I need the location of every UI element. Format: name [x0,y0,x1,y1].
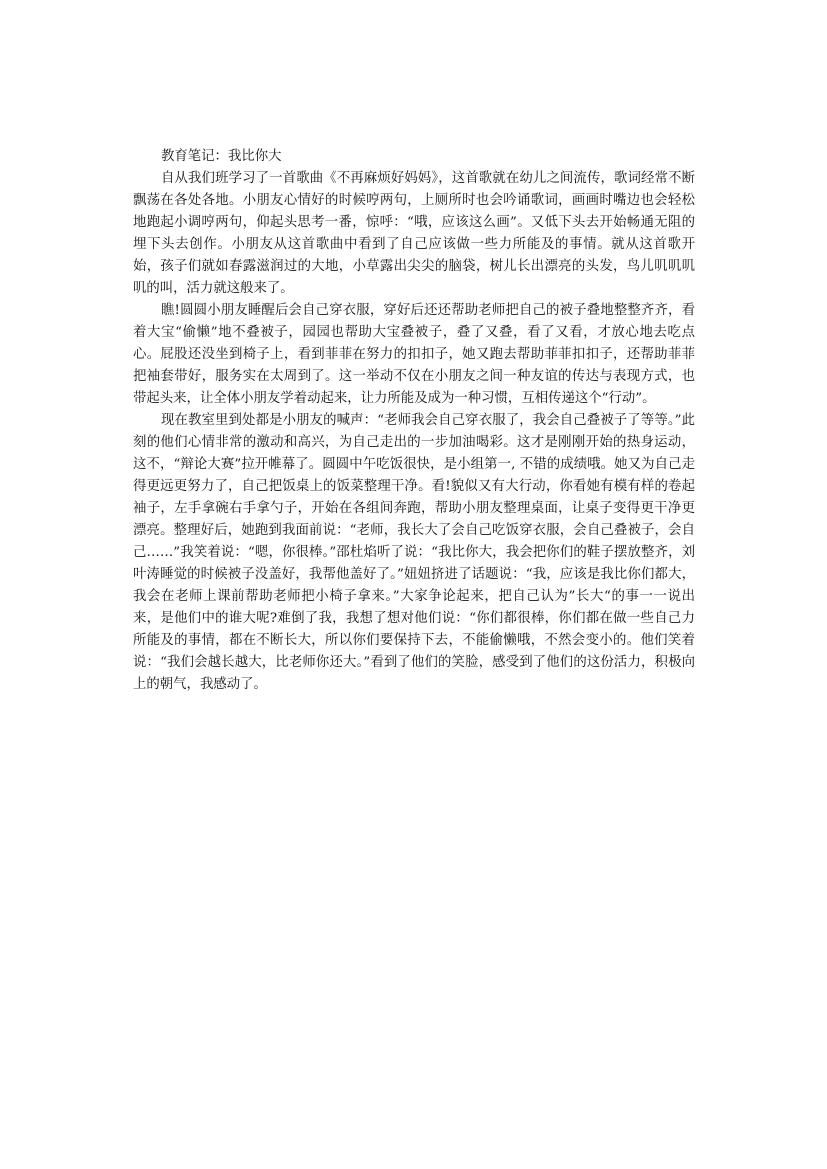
paragraph-song: 自从我们班学习了一首歌曲《不再麻烦好妈妈》，这首歌就在幼儿之间流传，歌词经常不断飘荡在各处各地。小朋友心情好的时候哼两句，上厕所时也会吟诵歌词，画画时嘴边也会轻松地跑起小调哼两句，仰起头思考一番，惊呼：“哦，应该这么画”。又低下头去开始畅通无阻的埋下头去创作。小朋友从这首歌曲中看到了自己应该做一些力所能及的事情。就从这首歌开始，孩子们就如春露滋润过的大地，小草露出尖尖的脑袋，树儿长出漂亮的头发，鸟儿叽叽叽叽的叫，活力就这般来了。 [133,171,695,296]
paragraph-yuanyuan: 瞧!圆圆小朋友睡醒后会自己穿衣服，穿好后还还帮助老师把自己的被子叠地整整齐齐，看着大宝“偷懒”地不叠被子，园园也帮助大宝叠被子，叠了又叠，看了又看，才放心地去吃点心。屁股还没坐到椅子上，看到菲菲在努力的扣扣子，她又跑去帮助菲菲扣扣子，还帮助菲菲把袖套带好，服务实在太周到了。这一举动不仅在小朋友之间一种友谊的传达与表现方式，也带起头来，让全体小朋友学着动起来，让力所能及成为一种习惯，互相传递这个“行动”。 [133,303,695,406]
document-body [133,146,695,696]
document-title: 教育笔记：我比你大 [161,149,282,164]
paragraph-classroom: 现在教室里到处都是小朋友的喊声：“老师我会自己穿衣服了，我会自己叠被子了等等。”此刻的他们心情非常的激动和高兴，为自己走出的一步加油喝彩。这才是刚刚开始的热身运动，这不，“辩论大赛”拉开帷幕了。圆圆中午吃饭很快，是小组第一, 不错的成绩哦。她又为自己走得更远更努力了，自己把饭桌上的饭菜整理干净。看!貌似又有大行动，你看她有模有样的卷起袖子，左手拿碗右手拿勺子，开始在各组间奔跑，帮助小朋友整理桌面，让桌子变得更干净更漂亮。整理好后，她跑到我面前说：“老师，我长大了会自己吃饭穿衣服，会自己叠被子，会自己……”我笑着说：“嗯，你很棒。”邵杜焰听了说：“我比你大，我会把你们的鞋子摆放整齐，刘叶涛睡觉的时候被子没盖好，我帮他盖好了。”妞妞挤进了话题说：“我，应该是我比你们都大，我会在老师上课前帮助老师把小椅子拿来。”大家争论起来，把自己认为”长大“的事一一说出来，是他们中的谁大呢?难倒了我，我想了想对他们说：“你们都很棒，你们都在做一些自己力所能及的事情，都在不断长大，所以你们要保持下去，不能偷懒哦，不然会变小的。他们笑着说：“我们会越长越大，比老师你还大。”看到了他们的笑脸，感受到了他们的这份活力，积极向上的朝气，我感动了。 [133,413,695,692]
